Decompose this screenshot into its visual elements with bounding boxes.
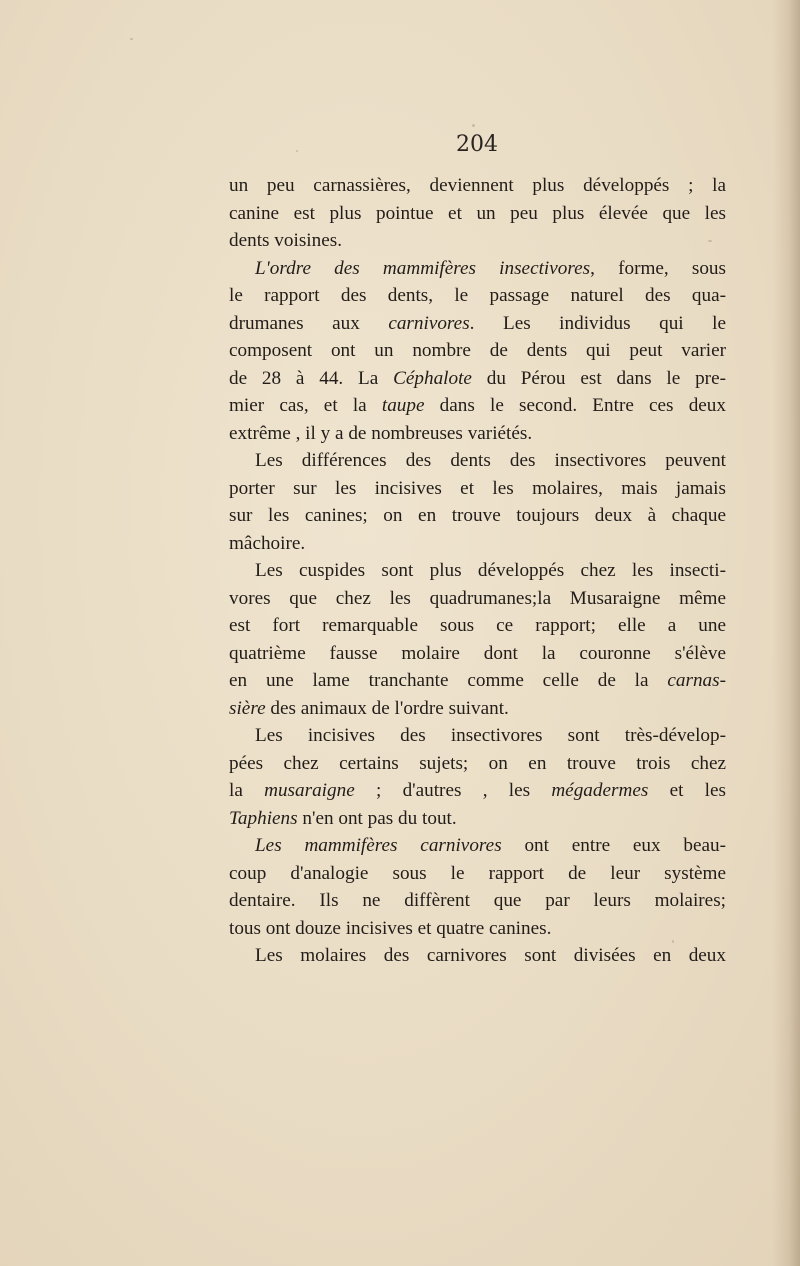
text-line — [229, 750, 726, 778]
text-segment: un peu carnassières, deviennent plus développés ; la — [229, 175, 726, 196]
text-line — [229, 282, 726, 310]
text-segment: extrême , il y a de nombreuses variétés. — [229, 422, 533, 444]
italic-text: Céphalote — [393, 367, 472, 389]
text-line — [229, 310, 726, 338]
text-segment: canine est plus pointue et un peu plus élevée que les — [229, 202, 726, 224]
text-segment: Les différences des dents des insectivores peuvent — [255, 450, 726, 471]
text-segment: en une lame tranchante comme celle de la — [229, 670, 668, 691]
text-segment: coup d'analogie sous le rapport de leur système — [229, 862, 726, 884]
italic-text: carnas- — [667, 670, 726, 691]
text-line — [229, 612, 726, 640]
text-line — [229, 722, 726, 750]
page-number: 204 — [456, 132, 498, 157]
text-line — [229, 832, 726, 860]
italic-text: L'ordre des mammifères insectivores — [255, 257, 591, 279]
text-line — [229, 172, 726, 200]
text-line — [229, 502, 726, 530]
text-segment: de 28 à 44. La — [229, 367, 394, 389]
body-text — [229, 172, 726, 970]
text-segment: la — [229, 780, 265, 801]
text-line — [229, 915, 726, 943]
text-segment: et les — [648, 780, 726, 801]
text-segment: Les incisives des insectivores sont très-dévelop- — [255, 725, 726, 746]
text-segment: dans le second. Entre ces deux — [424, 395, 726, 416]
text-segment: le rapport des dents, le passage naturel des qua- — [229, 285, 726, 306]
text-segment: drumanes aux — [229, 312, 389, 334]
text-line — [229, 337, 726, 365]
text-segment: quatrième fausse molaire dont la couronne s'élève — [229, 642, 726, 664]
text-line — [229, 475, 726, 503]
text-segment: du Pérou est dans le pre- — [471, 367, 726, 389]
text-segment: ; d'autres , les — [354, 780, 552, 801]
paper-speck — [672, 940, 674, 943]
text-line — [229, 557, 726, 585]
text-line — [229, 887, 726, 915]
text-segment: vores que chez les quadrumanes;la Musaraigne même — [229, 587, 726, 609]
italic-text: carnivores — [388, 312, 470, 334]
text-line — [229, 585, 726, 613]
text-line — [229, 530, 726, 558]
text-segment: . Les individus qui le — [469, 312, 726, 334]
text-segment: composent ont un nombre de dents qui peut varier — [229, 340, 726, 361]
text-segment: sur les canines; on en trouve toujours deux à chaque — [229, 505, 726, 526]
text-segment: Les molaires des carnivores sont divisées en deux — [255, 945, 726, 966]
text-line — [229, 200, 726, 228]
text-segment: n'en ont pas du tout. — [297, 807, 457, 829]
text-segment: est fort remarquable sous ce rapport; elle a une — [229, 615, 726, 636]
page-edge-shadow — [772, 0, 800, 1266]
paper-speck — [472, 124, 475, 127]
text-segment: porter sur les incisives et les molaires, mais jamais — [229, 477, 726, 499]
italic-text: sière — [229, 697, 266, 719]
text-line — [229, 860, 726, 888]
text-line — [229, 420, 726, 448]
text-segment: mâchoire. — [229, 532, 306, 554]
text-line — [229, 667, 726, 695]
italic-text: musaraigne — [264, 780, 355, 801]
text-segment: pées chez certains sujets; on en trouve trois chez — [229, 752, 726, 774]
paper-speck — [130, 38, 133, 40]
text-segment: ont entre eux beau- — [501, 835, 726, 856]
text-segment: tous ont douze incisives et quatre canines. — [229, 917, 552, 939]
paper-speck — [708, 240, 712, 242]
text-line — [229, 942, 726, 970]
text-segment: des animaux de l'ordre suivant. — [265, 697, 509, 719]
text-segment: dentaire. Ils ne diffèrent que par leurs molaires; — [229, 890, 726, 911]
italic-text: Taphiens — [229, 807, 298, 829]
text-segment: dents voisines. — [229, 230, 342, 251]
italic-text: Les mammifères carnivores — [255, 835, 502, 856]
text-line — [229, 227, 726, 255]
text-line — [229, 805, 726, 833]
paper-speck — [296, 150, 298, 152]
text-segment: , forme, sous — [590, 257, 726, 279]
text-segment: mier cas, et la — [229, 395, 382, 416]
text-line — [229, 365, 726, 393]
text-line — [229, 640, 726, 668]
italic-text: taupe — [381, 395, 425, 416]
text-line — [229, 777, 726, 805]
text-line — [229, 392, 726, 420]
text-line — [229, 447, 726, 475]
italic-text: mégadermes — [551, 780, 649, 801]
text-line — [229, 695, 726, 723]
text-line — [229, 255, 726, 283]
text-segment: Les cuspides sont plus développés chez les insecti- — [255, 560, 726, 581]
